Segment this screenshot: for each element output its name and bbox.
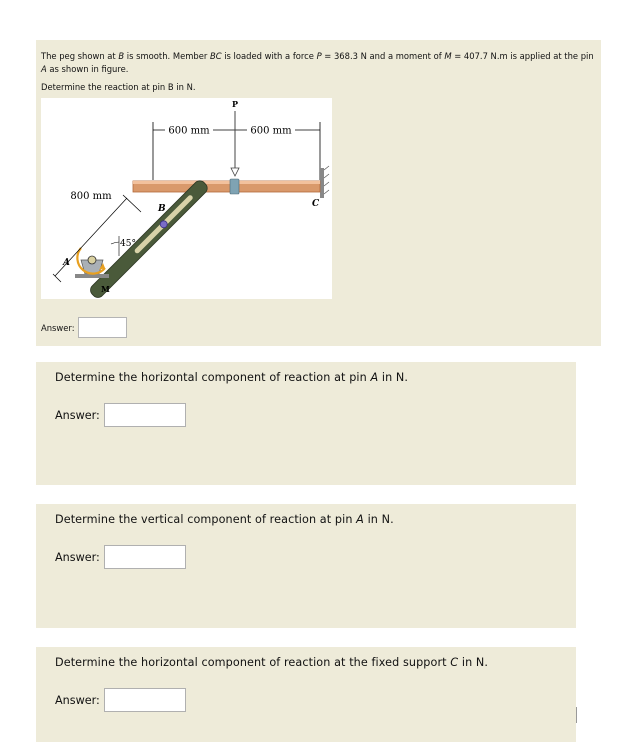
dim-800: 800 mm <box>70 191 112 202</box>
sub-question: Determine the reaction at pin B in N. <box>41 82 196 92</box>
answer-label: Answer: <box>55 550 100 564</box>
question-card-2 <box>36 362 576 485</box>
scroll-edge <box>576 707 577 723</box>
problem-card <box>36 40 601 346</box>
question-card-3 <box>36 504 576 628</box>
question-text: Determine the vertical component of reaction at pin A in N. <box>55 513 394 526</box>
force-P-head <box>231 168 239 176</box>
dim-600-left: 600 mm <box>168 125 210 137</box>
angle-label: 45° <box>120 239 136 249</box>
answer-input-reaction-B[interactable] <box>78 317 127 338</box>
answer-input-Ax[interactable] <box>104 403 186 427</box>
label-C: C <box>312 199 320 209</box>
mechanics-figure <box>41 98 332 299</box>
answer-row-1 <box>41 317 127 338</box>
answer-label: Answer: <box>55 408 100 422</box>
question-text: Determine the horizontal component of reaction at pin A in N. <box>55 371 409 384</box>
dim-600-right: 600 mm <box>250 125 292 137</box>
figure-svg <box>41 98 332 299</box>
load-collar <box>230 179 239 194</box>
label-A: A <box>63 258 70 268</box>
wall-C <box>320 168 324 198</box>
label-P: P <box>231 99 239 109</box>
problem-statement: The peg shown at B is smooth. Member BC is loaded with a force P = 368.3 N and a moment of M = 407.7 N.m is applied at the pin A as shown in figure. <box>41 51 594 74</box>
label-M: M <box>101 284 110 294</box>
answer-input-Ay[interactable] <box>104 545 186 569</box>
answer-label: Answer: <box>55 693 100 707</box>
answer-row-4 <box>55 688 186 712</box>
pin-A <box>88 256 96 264</box>
answer-row-3 <box>55 545 186 569</box>
answer-label: Answer: <box>41 322 75 333</box>
answer-row-2 <box>55 403 186 427</box>
question-text: Determine the horizontal component of reaction at the fixed support C in N. <box>55 656 489 669</box>
answer-input-Cx[interactable] <box>104 688 186 712</box>
question-card-4 <box>36 647 576 742</box>
label-B: B <box>158 204 166 214</box>
